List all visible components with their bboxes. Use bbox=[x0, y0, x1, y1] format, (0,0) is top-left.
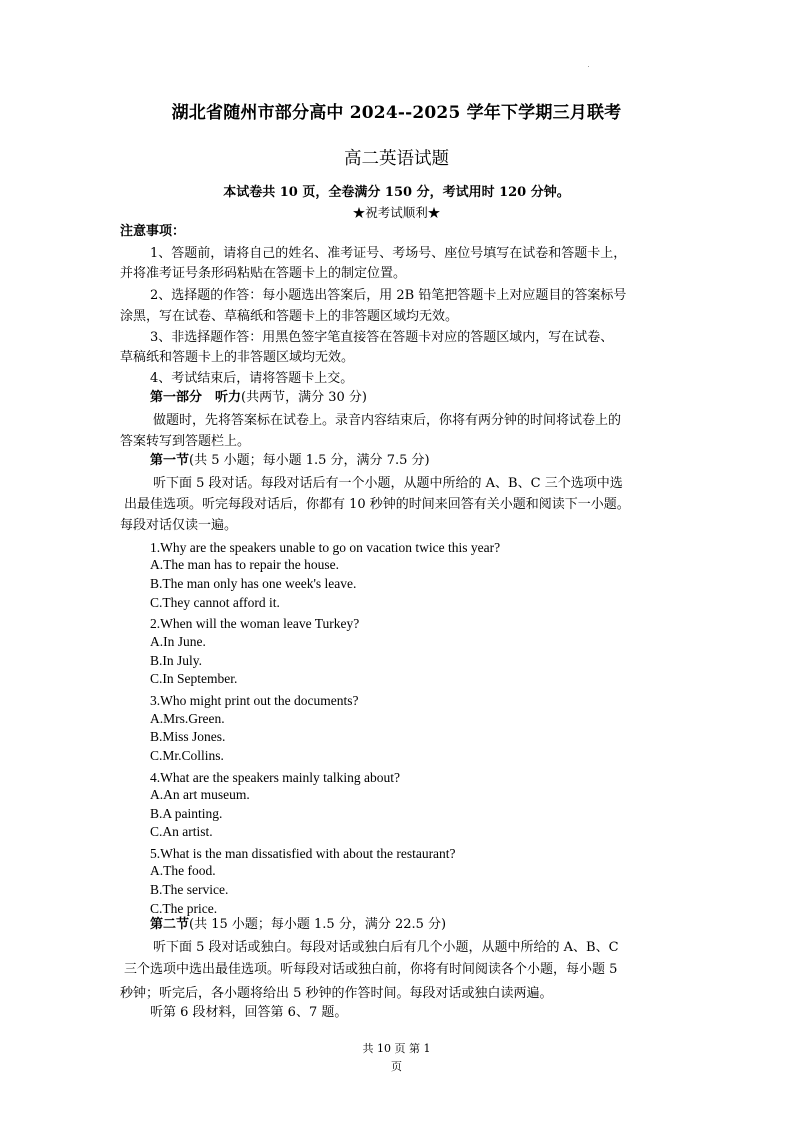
scan-speck bbox=[588, 66, 589, 67]
section1-heading-label: 第一节 bbox=[150, 453, 190, 468]
question-text: Who might print out the documents? bbox=[160, 693, 359, 708]
option-2c: C.In September. bbox=[150, 671, 238, 686]
notice-item-1a: 1、答题前，请将自己的姓名、准考证号、考场号、座位号填写在试卷和答题卡上， bbox=[150, 246, 627, 261]
option-3a: A.Mrs.Green. bbox=[150, 711, 225, 726]
section2-intro-c: 秒钟；听完后，各小题将给出 5 秒钟的作答时间。每段对话或独白读两遍。 bbox=[120, 986, 553, 1001]
option-3b: B.Miss Jones. bbox=[150, 729, 226, 744]
section2-heading bbox=[150, 917, 446, 933]
question-text: Why are the speakers unable to go on vacation twice this year? bbox=[160, 540, 501, 555]
option-4a: A.An art museum. bbox=[150, 787, 250, 802]
part1-intro-a: 做题时，先将答案标在试卷上。录音内容结束后，你将有两分钟的时间将试卷上的 bbox=[153, 413, 622, 428]
notice-heading: 注意事项： bbox=[120, 224, 186, 239]
option-5c: C.The price. bbox=[150, 901, 218, 916]
part1-heading-label: 第一部分 听力 bbox=[150, 390, 242, 405]
section1-intro-a: 听下面 5 段对话。每段对话后有一个小题，从题中所给的 A、B、C 三个选项中选 bbox=[153, 476, 623, 491]
question-text: What are the speakers mainly talking about? bbox=[160, 770, 401, 785]
notice-item-2b: 涂黑，写在试卷、草稿纸和答题卡上的非答题区域均无效。 bbox=[120, 309, 459, 324]
option-3c: C.Mr.Collins. bbox=[150, 748, 224, 763]
option-2a: A.In June. bbox=[150, 634, 206, 649]
part1-heading bbox=[150, 390, 367, 406]
section2-heading-detail: (共 15 小题；每小题 1.5 分，满分 22.5 分) bbox=[189, 917, 447, 932]
part1-intro-b: 答案转写到答题栏上。 bbox=[120, 434, 251, 449]
exam-wish: ★祝考试顺利★ bbox=[352, 205, 441, 220]
question-5 bbox=[150, 846, 456, 862]
option-5a: A.The food. bbox=[150, 863, 216, 878]
option-4b: B.A painting. bbox=[150, 806, 223, 821]
question-number: 2. bbox=[150, 616, 161, 631]
notice-item-3a: 3、非选择题作答：用黑色签字笔直接答在答题卡对应的答题区域内，写在试卷、 bbox=[150, 330, 614, 345]
option-2b: B.In July. bbox=[150, 653, 203, 668]
question-4 bbox=[150, 770, 400, 786]
exam-subtitle: 高二英语试题 bbox=[344, 149, 449, 169]
question-3 bbox=[150, 693, 358, 709]
question-number: 3. bbox=[150, 693, 161, 708]
option-1c: C.They cannot afford it. bbox=[150, 595, 280, 610]
option-4c: C.An artist. bbox=[150, 824, 213, 839]
section2-material: 听第 6 段材料，回答第 6、7 题。 bbox=[150, 1005, 348, 1020]
option-1b: B.The man only has one week's leave. bbox=[150, 576, 357, 591]
question-number: 1. bbox=[150, 540, 161, 555]
question-2 bbox=[150, 616, 359, 632]
question-text: What is the man dissatisfied with about the restaurant? bbox=[160, 846, 456, 861]
section1-intro-b: 出最佳选项。听完每段对话后，你都有 10 秒钟的时间来回答有关小题和阅读下一小题。 bbox=[124, 497, 630, 512]
notice-item-2a: 2、选择题的作答：每小题选出答案后，用 2B 铅笔把答题卡上对应题目的答案标号 bbox=[150, 288, 627, 303]
section1-heading-detail: (共 5 小题；每小题 1.5 分，满分 7.5 分) bbox=[189, 453, 430, 468]
section2-intro-b: 三个选项中选出最佳选项。听每段对话或独白前，你将有时间阅读各个小题，每小题 5 bbox=[124, 962, 618, 977]
notice-item-4: 4、考试结束后，请将答题卡上交。 bbox=[150, 371, 354, 386]
exam-title: 湖北省随州市部分高中 2024--2025 学年下学期三月联考 bbox=[171, 103, 622, 123]
section2-heading-label: 第二节 bbox=[150, 917, 190, 932]
section1-heading bbox=[150, 453, 430, 469]
notice-item-1b: 并将准考证号条形码粘贴在答题卡上的制定位置。 bbox=[120, 266, 407, 281]
question-text: When will the woman leave Turkey? bbox=[160, 616, 360, 631]
exam-info: 本试卷共 10 页，全卷满分 150 分，考试用时 120 分钟。 bbox=[223, 185, 570, 200]
part1-heading-detail: (共两节，满分 30 分) bbox=[241, 390, 367, 405]
question-number: 4. bbox=[150, 770, 161, 785]
page-footer-line1: 共 10 页 第 1 bbox=[362, 1042, 431, 1055]
option-5b: B.The service. bbox=[150, 882, 229, 897]
question-number: 5. bbox=[150, 846, 161, 861]
notice-item-3b: 草稿纸和答题卡上的非答题区域均无效。 bbox=[120, 350, 355, 365]
question-1 bbox=[150, 540, 500, 556]
option-1a: A.The man has to repair the house. bbox=[150, 557, 339, 572]
section1-intro-c: 每段对话仅读一遍。 bbox=[120, 518, 238, 533]
page-footer-line2: 页 bbox=[391, 1060, 402, 1073]
section2-intro-a: 听下面 5 段对话或独白。每段对话或独白后有几个小题，从题中所给的 A、B、C bbox=[153, 940, 619, 955]
